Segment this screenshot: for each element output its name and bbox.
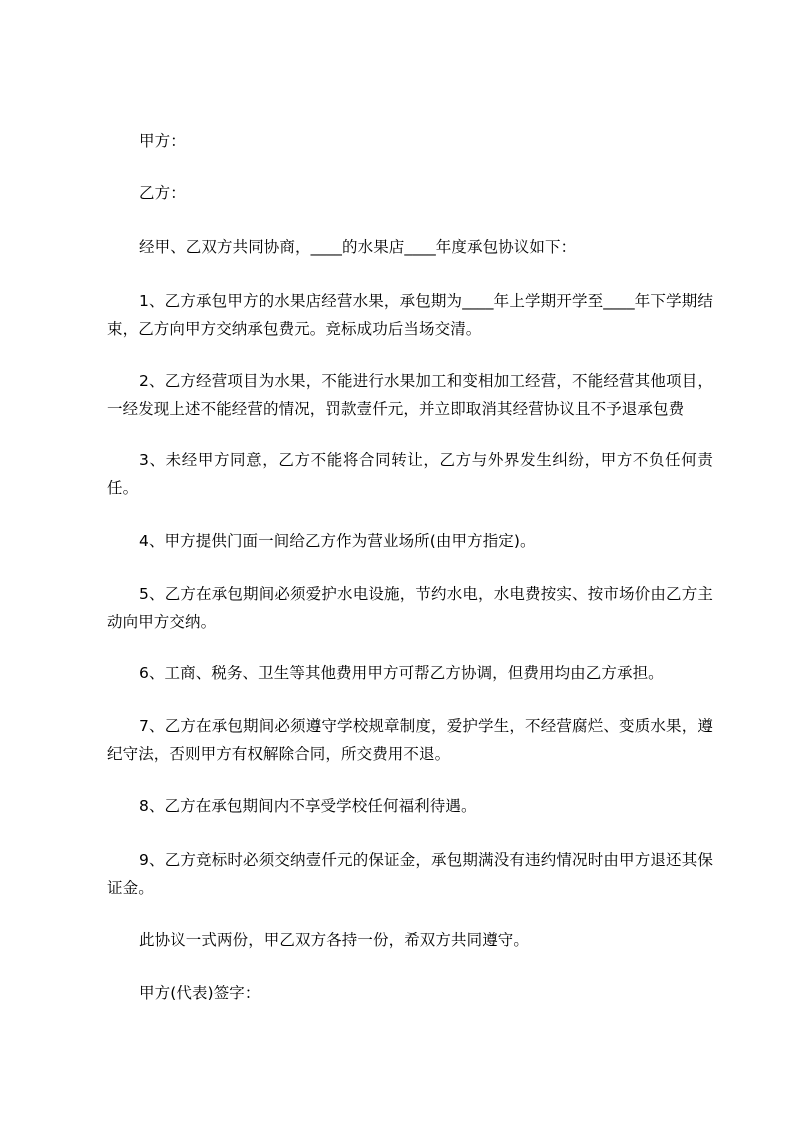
signature-label: 甲方(代表)签字： [139,984,261,1002]
party-a-label: 甲方： [139,132,186,150]
clause-6: 6、工商、税务、卫生等其他费用甲方可帮乙方协调，但费用均由乙方承担。 [139,664,664,682]
clause-7: 7、乙方在承包期间必须遵守学校规章制度，爱护学生，不经营腐烂、变质水果，遵纪守法，否则甲方有权解除合同，所交费用不退。 [107,717,713,763]
clause-1: 1、乙方承包甲方的水果店经营水果，承包期为____年上学期开学至____年下学期结束，乙方向甲方交纳承包费元。竞标成功后当场交清。 [107,292,713,338]
clause-9: 9、乙方竞标时必须交纳壹仟元的保证金，承包期满没有违约情况时由甲方退还其保证金。 [107,851,713,897]
clause-4: 4、甲方提供门面一间给乙方作为营业场所(由甲方指定)。 [139,532,536,550]
intro-text: 经甲、乙双方共同协商，____的水果店____年度承包协议如下： [139,238,577,256]
clause-3: 3、未经甲方同意，乙方不能将合同转让，乙方与外界发生纠纷，甲方不负任何责任。 [107,451,713,497]
closing-text: 此协议一式两份，甲乙双方各持一份，希双方共同遵守。 [139,931,530,949]
party-b-label: 乙方： [139,184,186,202]
clause-5: 5、乙方在承包期间必须爱护水电设施，节约水电，水电费按实、按市场价由乙方主动向甲方交纳。 [107,585,713,631]
clause-8: 8、乙方在承包期间内不享受学校任何福利待遇。 [139,797,477,815]
clause-2: 2、乙方经营项目为水果，不能进行水果加工和变相加工经营，不能经营其他项目，一经发现上述不能经营的情况，罚款壹仟元，并立即取消其经营协议且不予退承包费 [107,372,713,418]
